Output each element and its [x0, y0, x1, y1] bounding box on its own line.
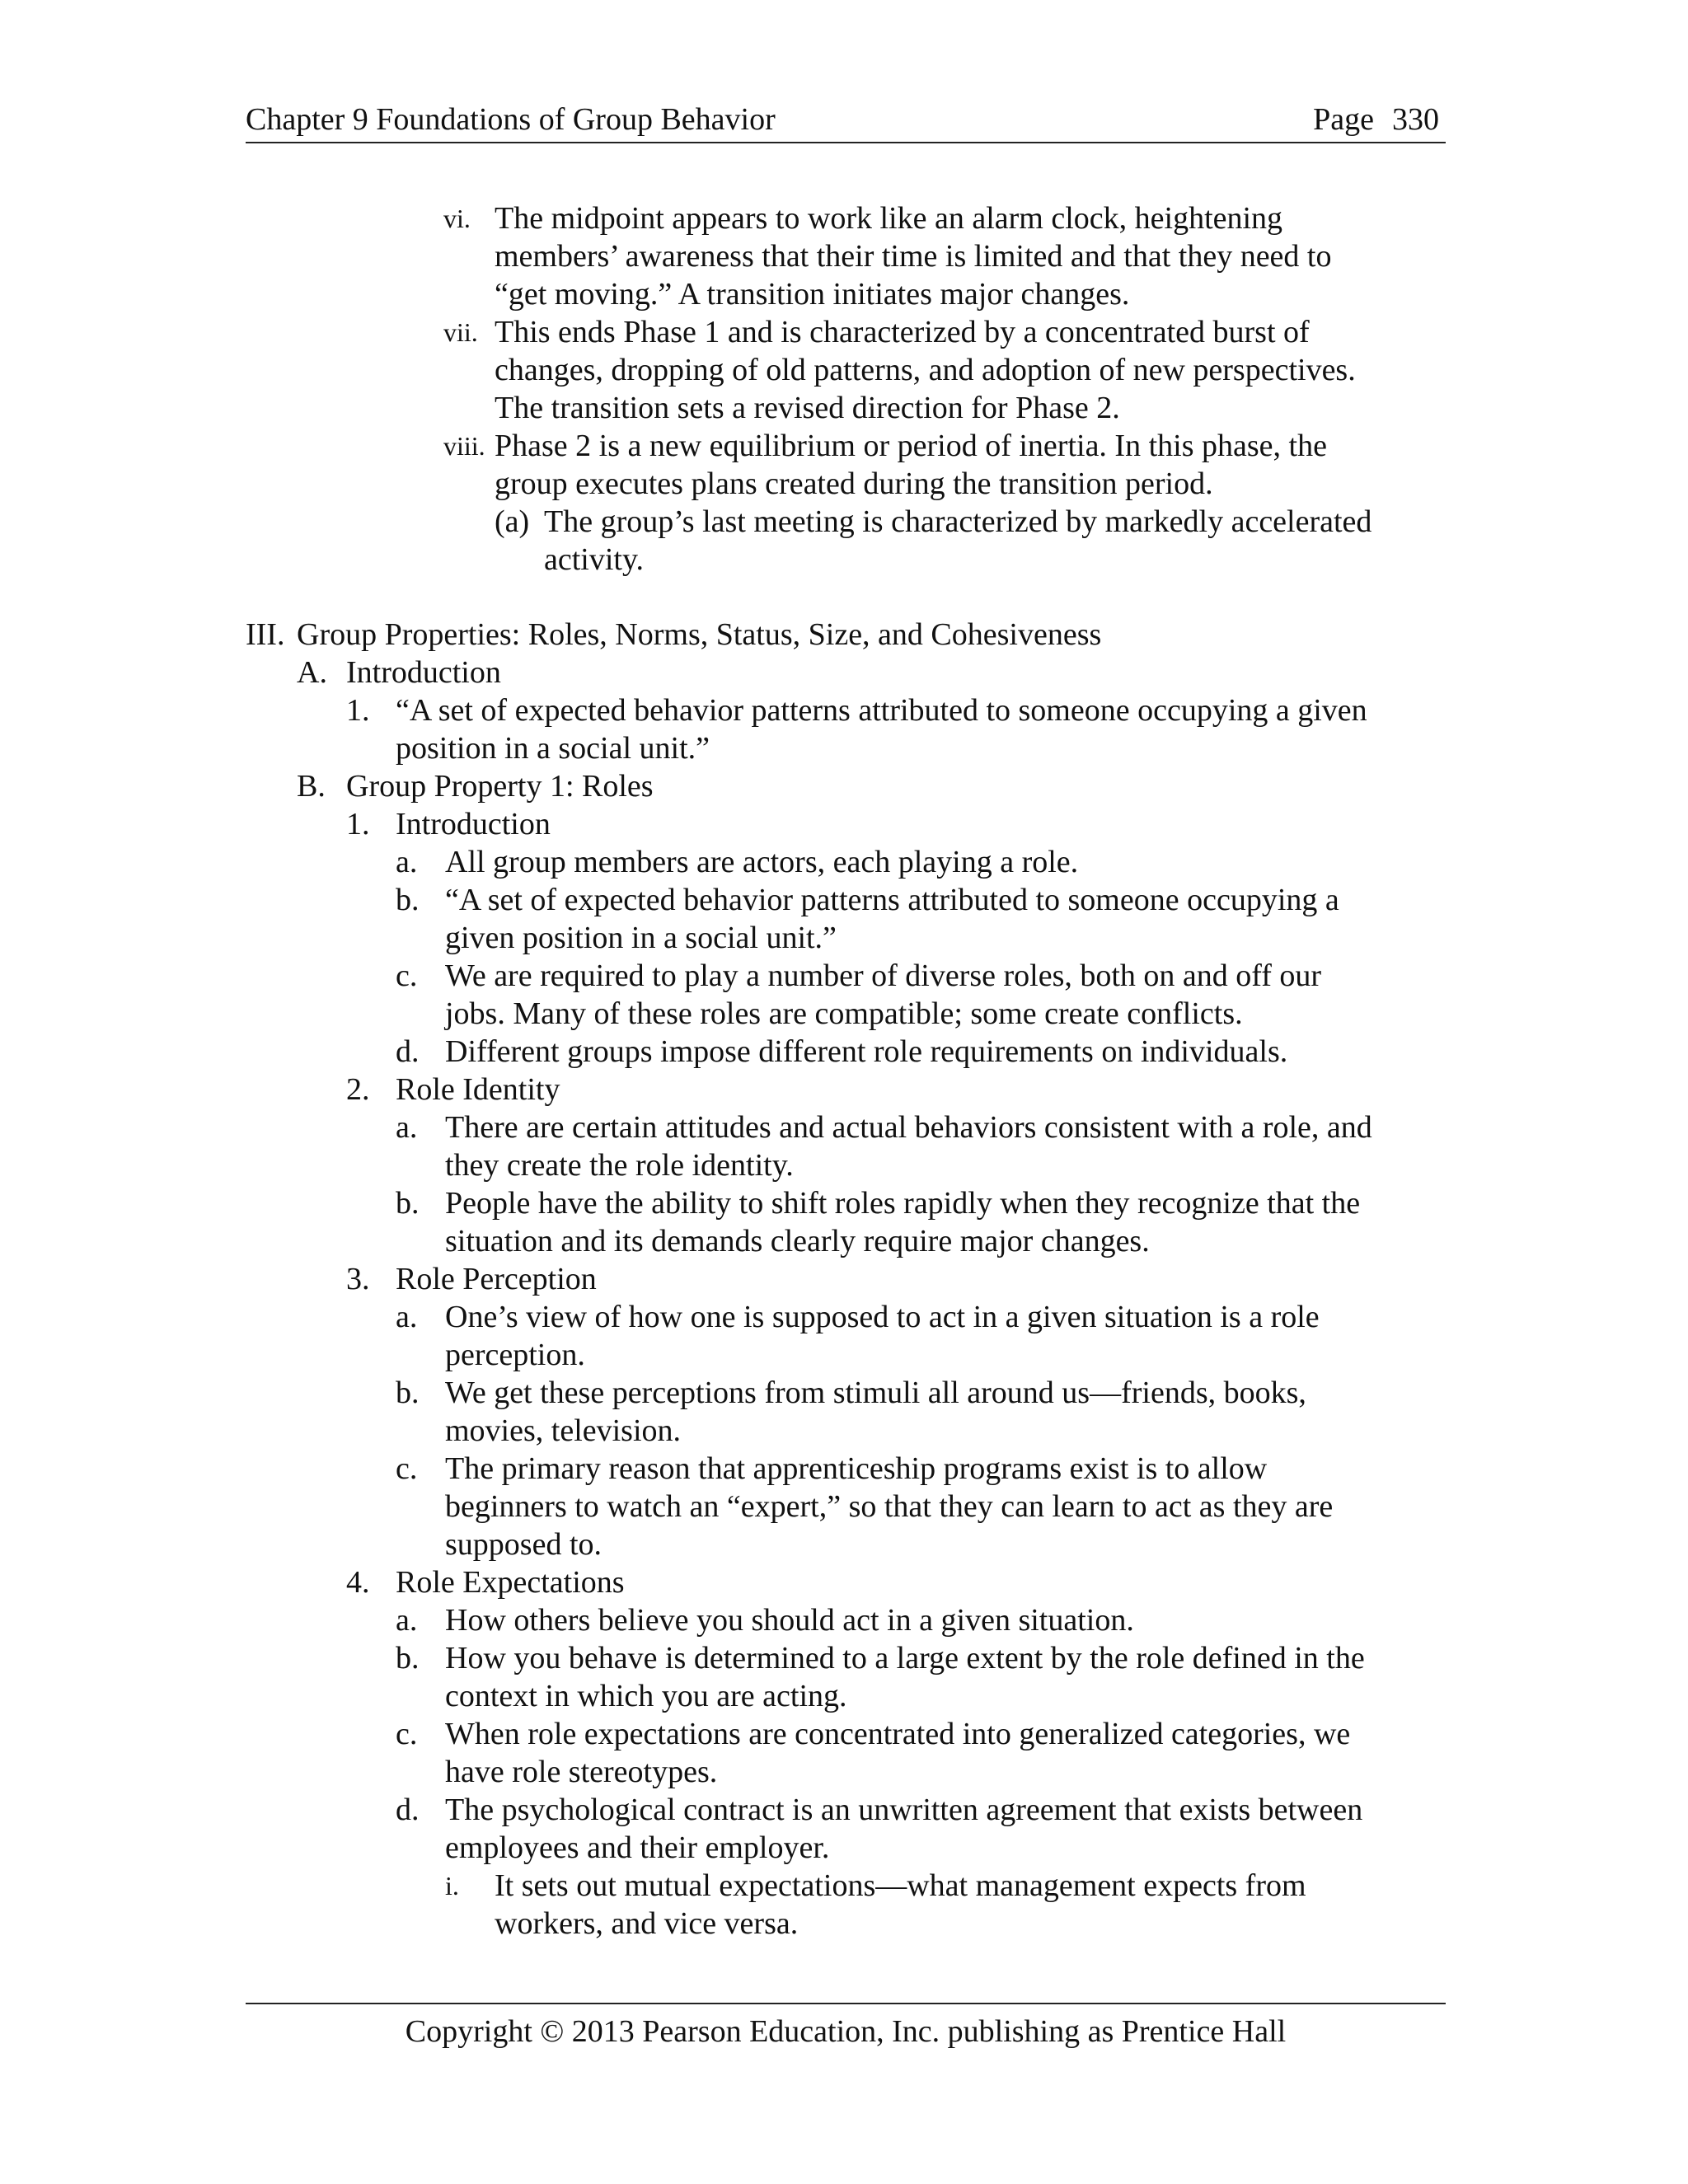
outline-line: [0, 1298, 1688, 1336]
outline-text: How others believe you should act in a given situation.: [445, 1603, 1134, 1638]
outline-label: A.: [297, 655, 327, 690]
outline-label: a.: [396, 1300, 418, 1334]
outline-label: 2.: [346, 1072, 370, 1107]
outline-line: [0, 616, 1688, 654]
outline-text: position in a social unit.”: [396, 731, 710, 766]
outline-text: All group members are actors, each playing a role.: [445, 845, 1079, 879]
outline-line: [0, 1222, 1688, 1260]
outline-text: “A set of expected behavior patterns attributed to someone occupying a given: [396, 693, 1367, 728]
outline-text: Role Identity: [396, 1072, 560, 1107]
outline-label: b.: [396, 1376, 420, 1410]
outline-text: This ends Phase 1 and is characterized by a concentrated burst of: [495, 315, 1310, 349]
outline-text: “get moving.” A transition initiates major changes.: [495, 277, 1130, 312]
outline-line: [0, 1450, 1688, 1488]
outline-text: perception.: [445, 1338, 585, 1372]
outline-text: The primary reason that apprenticeship programs exist is to allow: [445, 1451, 1268, 1486]
outline-line: [0, 691, 1688, 729]
outline-label: 3.: [346, 1262, 370, 1296]
outline-label: viii.: [443, 431, 485, 461]
outline-label: c.: [396, 1717, 418, 1751]
outline-line: [0, 957, 1688, 995]
outline-line: [0, 1601, 1688, 1639]
outline-label: i.: [445, 1871, 459, 1900]
outline-line: [0, 1146, 1688, 1184]
outline-line: [0, 1867, 1688, 1905]
section-gap: [0, 579, 1688, 616]
page-number: 330: [1392, 102, 1439, 137]
outline-line: [0, 881, 1688, 919]
outline-label: a.: [396, 1603, 418, 1638]
page-number-block: [1313, 97, 1439, 142]
outline-text: Group Properties: Roles, Norms, Status, Size, and Cohesiveness: [297, 617, 1102, 652]
outline-text: changes, dropping of old patterns, and adoption of new perspectives.: [495, 353, 1356, 387]
outline-line: [0, 1488, 1688, 1526]
outline-text: The midpoint appears to work like an alarm clock, heightening: [495, 201, 1283, 236]
outline-text: It sets out mutual expectations—what management expects from: [495, 1868, 1306, 1903]
outline-text: have role stereotypes.: [445, 1755, 718, 1789]
outline-line: [0, 767, 1688, 805]
outline-label: 1.: [346, 693, 370, 728]
outline-line: [0, 541, 1688, 579]
outline-text: We are required to play a number of diverse roles, both on and off our: [445, 958, 1322, 993]
outline-line: [0, 1184, 1688, 1222]
outline-label: c.: [396, 958, 418, 993]
outline-label: 1.: [346, 807, 370, 841]
outline-line: [0, 1677, 1688, 1715]
outline-text: jobs. Many of these roles are compatible; some create conflicts.: [445, 996, 1243, 1031]
outline-label: a.: [396, 845, 418, 879]
outline-line: [0, 465, 1688, 503]
outline-text: employees and their employer.: [445, 1830, 830, 1865]
outline-label: b.: [396, 1186, 420, 1221]
outline-text: movies, television.: [445, 1413, 682, 1448]
outline-text: group executes plans created during the transition period.: [495, 466, 1213, 501]
outline-line: [0, 237, 1688, 275]
outline-line: [0, 729, 1688, 767]
outline-text: We get these perceptions from stimuli all around us—friends, books,: [445, 1376, 1306, 1410]
outline-label: b.: [396, 1641, 420, 1675]
page-label: Page: [1313, 102, 1374, 137]
outline-body: [0, 199, 1688, 1943]
outline-text: How you behave is determined to a large extent by the role defined in the: [445, 1641, 1365, 1675]
outline-label: (a): [495, 504, 530, 539]
outline-label: vii.: [443, 317, 478, 347]
outline-line: [0, 1108, 1688, 1146]
outline-line: [0, 1829, 1688, 1867]
outline-line: [0, 1033, 1688, 1071]
outline-label: vi.: [443, 204, 471, 233]
outline-line: [0, 1905, 1688, 1943]
outline-label: B.: [297, 769, 326, 804]
outline-label: c.: [396, 1451, 418, 1486]
outline-line: [0, 654, 1688, 691]
outline-label: III.: [246, 617, 285, 652]
outline-line: [0, 427, 1688, 465]
outline-line: [0, 1412, 1688, 1450]
outline-line: [0, 1791, 1688, 1829]
outline-text: The group’s last meeting is characterized by markedly accelerated: [544, 504, 1372, 539]
outline-line: [0, 1260, 1688, 1298]
outline-line: [0, 1753, 1688, 1791]
outline-text: People have the ability to shift roles rapidly when they recognize that the: [445, 1186, 1361, 1221]
outline-text: situation and its demands clearly require major changes.: [445, 1224, 1150, 1258]
outline-text: beginners to watch an “expert,” so that they can learn to act as they are: [445, 1489, 1334, 1524]
outline-line: [0, 389, 1688, 427]
outline-label: d.: [396, 1034, 420, 1069]
outline-label: a.: [396, 1110, 418, 1145]
outline-text: supposed to.: [445, 1527, 602, 1562]
outline-label: d.: [396, 1793, 420, 1827]
outline-text: “A set of expected behavior patterns attributed to someone occupying a: [445, 883, 1339, 917]
outline-text: activity.: [544, 542, 644, 577]
outline-line: [0, 199, 1688, 237]
page-header: [246, 97, 1446, 143]
outline-line: [0, 1526, 1688, 1563]
outline-text: The transition sets a revised direction for Phase 2.: [495, 391, 1120, 425]
copyright-notice: Copyright © 2013 Pearson Education, Inc. publishing as Prentice Hall: [405, 2014, 1287, 2049]
outline-line: [0, 1374, 1688, 1412]
outline-text: Different groups impose different role requirements on individuals.: [445, 1034, 1288, 1069]
outline-line: [0, 1563, 1688, 1601]
outline-line: [0, 919, 1688, 957]
outline-text: Introduction: [396, 807, 551, 841]
outline-label: b.: [396, 883, 420, 917]
outline-line: [0, 275, 1688, 313]
outline-line: [0, 1715, 1688, 1753]
outline-text: Role Expectations: [396, 1565, 625, 1600]
outline-text: Group Property 1: Roles: [346, 769, 654, 804]
outline-line: [0, 805, 1688, 843]
chapter-title: Chapter 9 Foundations of Group Behavior: [246, 102, 776, 137]
outline-line: [0, 1639, 1688, 1677]
outline-text: Phase 2 is a new equilibrium or period of inertia. In this phase, the: [495, 429, 1327, 463]
outline-text: When role expectations are concentrated into generalized categories, we: [445, 1717, 1351, 1751]
outline-line: [0, 843, 1688, 881]
outline-line: [0, 503, 1688, 541]
outline-line: [0, 1071, 1688, 1108]
outline-text: One’s view of how one is supposed to act in a given situation is a role: [445, 1300, 1320, 1334]
outline-text: There are certain attitudes and actual behaviors consistent with a role, and: [445, 1110, 1372, 1145]
outline-text: given position in a social unit.”: [445, 921, 837, 955]
outline-label: 4.: [346, 1565, 370, 1600]
outline-line: [0, 351, 1688, 389]
outline-text: Introduction: [346, 655, 501, 690]
outline-line: [0, 995, 1688, 1033]
outline-text: they create the role identity.: [445, 1148, 794, 1183]
outline-line: [0, 313, 1688, 351]
outline-line: [0, 1336, 1688, 1374]
outline-text: context in which you are acting.: [445, 1679, 847, 1713]
outline-text: Role Perception: [396, 1262, 597, 1296]
outline-text: The psychological contract is an unwritten agreement that exists between: [445, 1793, 1363, 1827]
outline-text: workers, and vice versa.: [495, 1906, 799, 1941]
outline-text: members’ awareness that their time is limited and that they need to: [495, 239, 1332, 274]
page-footer: [246, 2003, 1446, 2050]
